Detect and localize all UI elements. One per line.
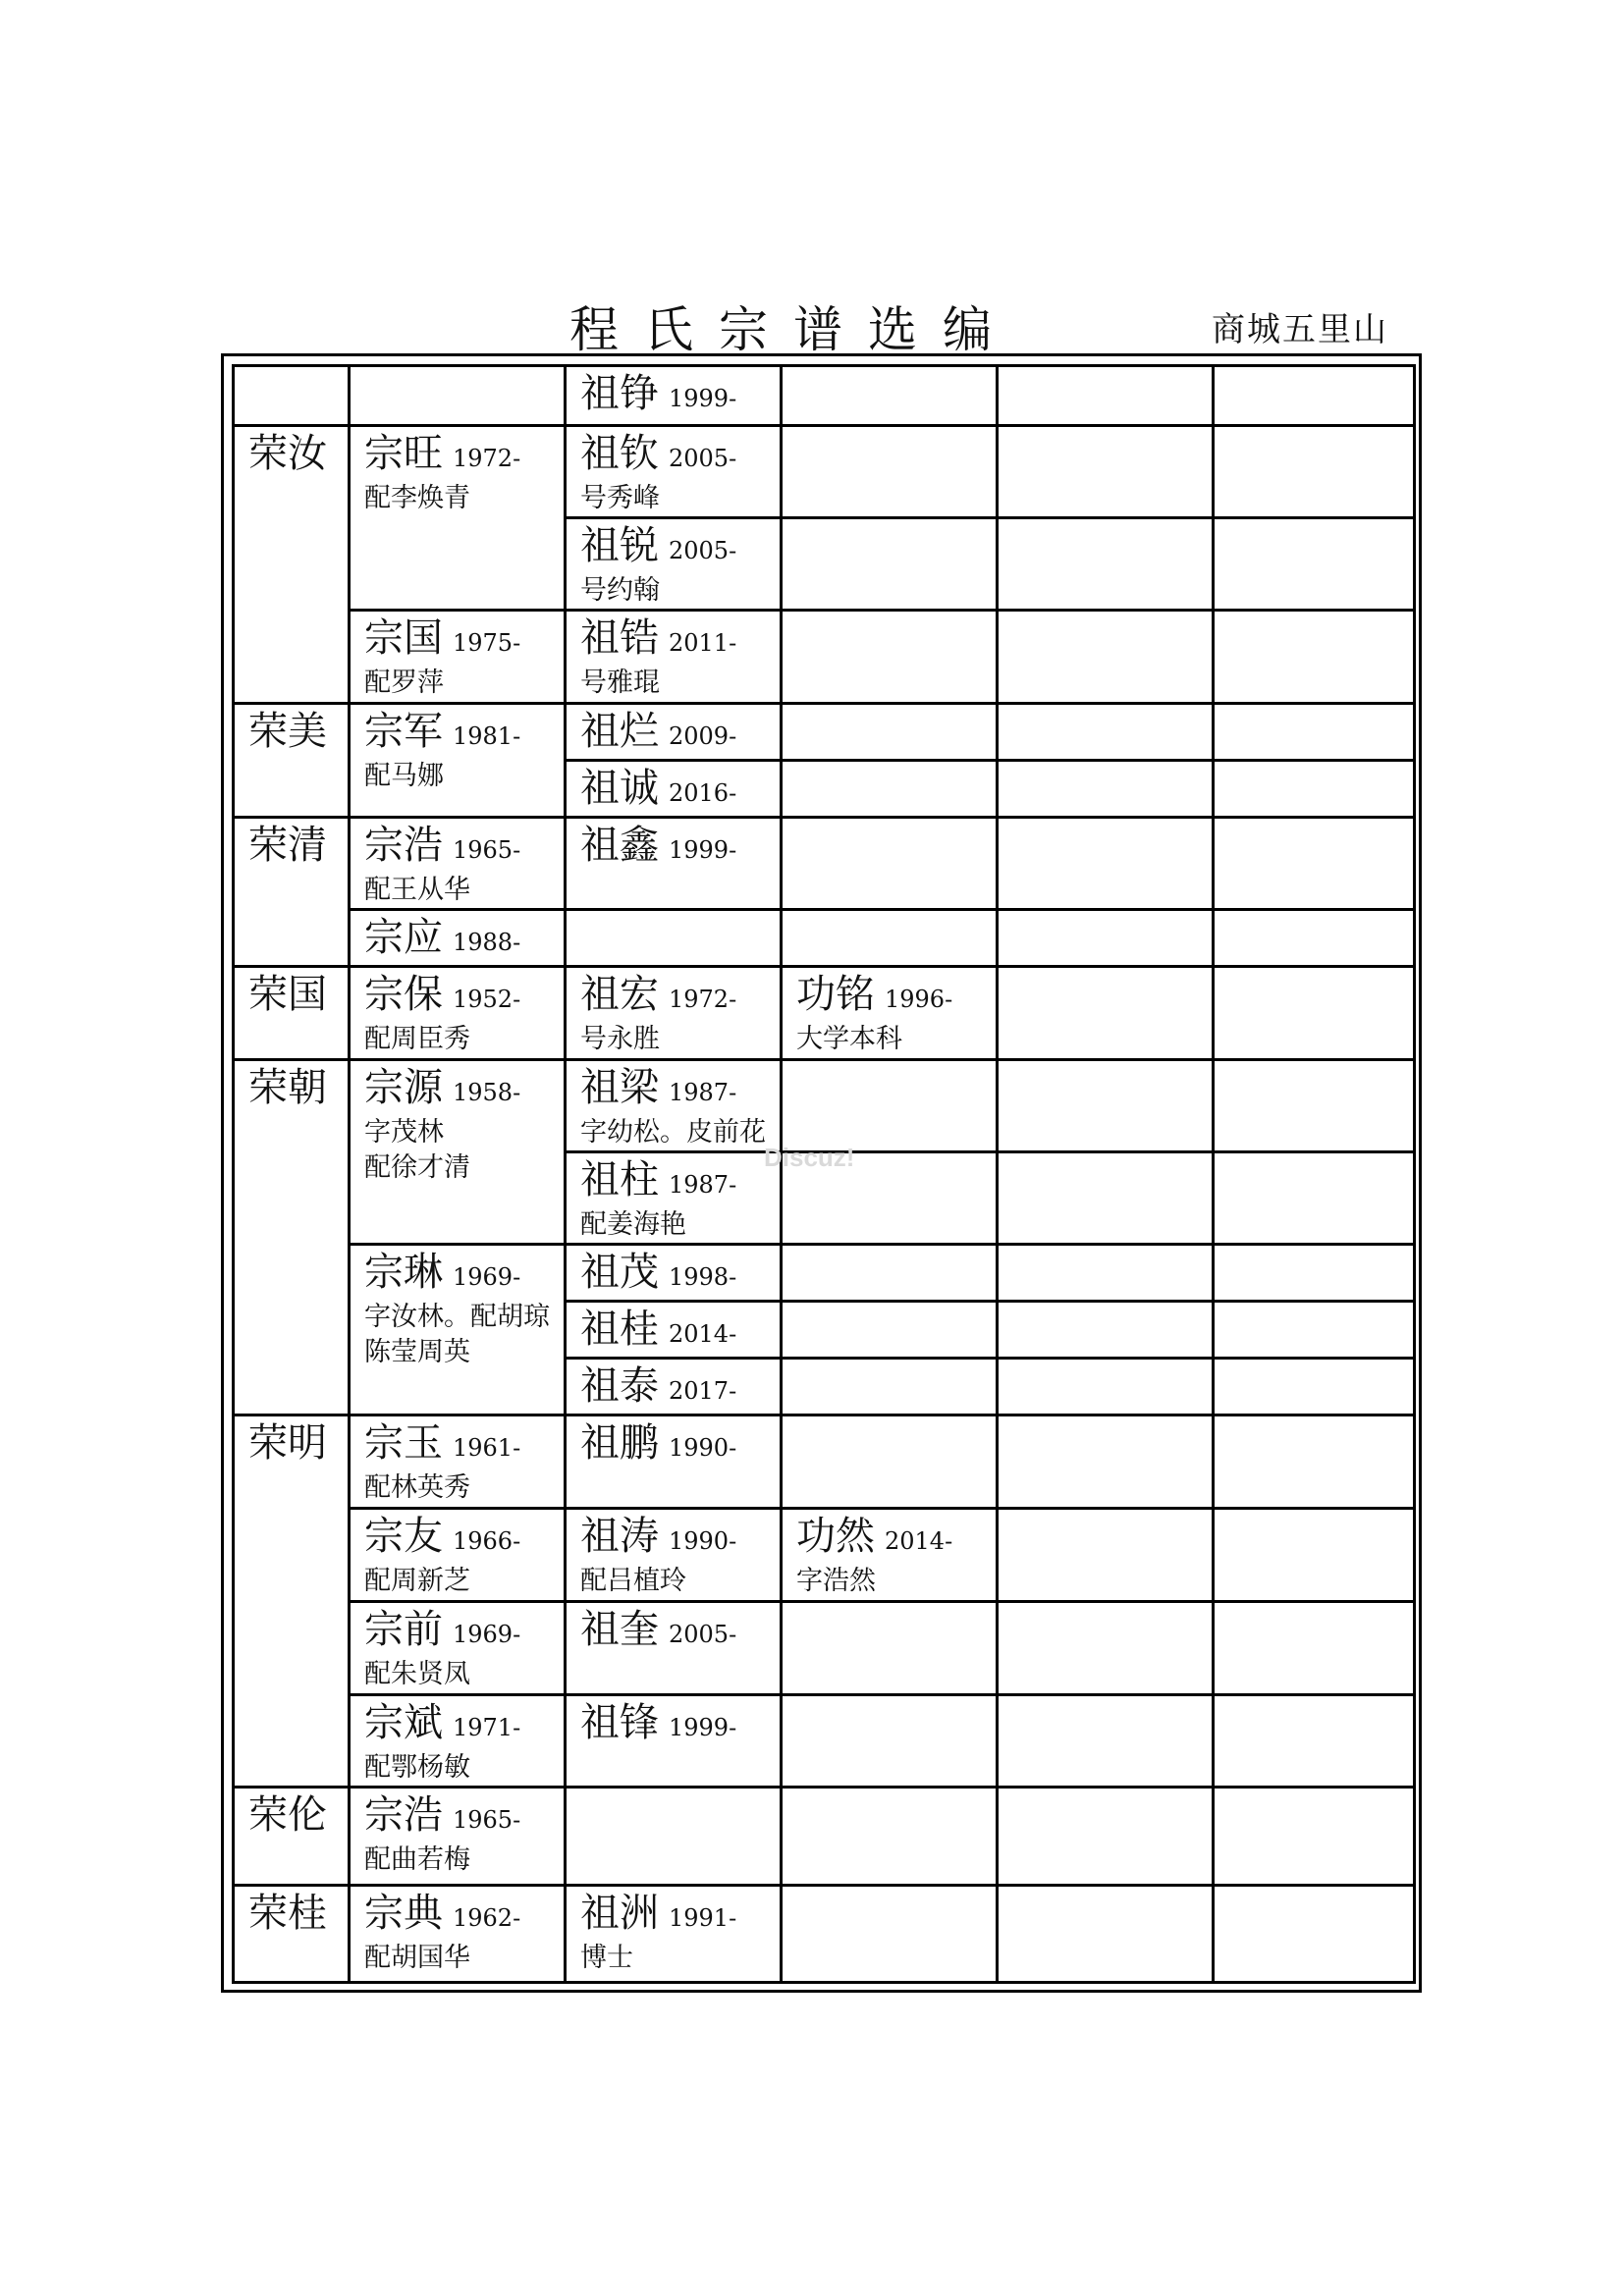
generation-zu-entry bbox=[580, 766, 766, 816]
generation-zu-name: 祖烂 bbox=[580, 709, 659, 754]
generation-zu-note: 号秀峰 bbox=[580, 483, 660, 513]
generation-zong-entry bbox=[364, 1607, 550, 1657]
generation-zong-cell bbox=[350, 704, 566, 818]
generation-rong-name: 荣明 bbox=[248, 1420, 327, 1466]
generation-rong-name: 荣国 bbox=[248, 972, 327, 1017]
empty-cell bbox=[1214, 1359, 1415, 1415]
generation-zong-note: 配曲若梅 bbox=[364, 1844, 470, 1875]
generation-zong-cell bbox=[350, 1415, 566, 1509]
generation-zu-birth-year: 1990- bbox=[669, 1434, 737, 1462]
empty-cell bbox=[1214, 1415, 1415, 1509]
generation-rong-cell bbox=[234, 1415, 350, 1788]
generation-rong-name: 荣朝 bbox=[248, 1065, 327, 1110]
generation-zong-birth-year: 1975- bbox=[453, 629, 521, 657]
empty-cell bbox=[1214, 761, 1415, 818]
generation-zu-note: 配吕植玲 bbox=[580, 1566, 686, 1596]
empty-cell bbox=[998, 1695, 1214, 1788]
empty-cell bbox=[998, 1060, 1214, 1152]
generation-rong-cell bbox=[234, 818, 350, 967]
generation-zong-cell bbox=[350, 1245, 566, 1415]
empty-cell bbox=[1214, 518, 1415, 611]
generation-gong-cell bbox=[782, 818, 998, 910]
generation-zong-note: 配林英秀 bbox=[364, 1472, 470, 1503]
generation-gong-cell bbox=[782, 1788, 998, 1886]
empty-cell bbox=[998, 1359, 1214, 1415]
generation-zu-entry bbox=[580, 523, 766, 573]
generation-zong-entry bbox=[364, 1250, 550, 1300]
generation-zu-entry bbox=[580, 1157, 766, 1207]
generation-zu-birth-year: 1998- bbox=[669, 1263, 737, 1291]
generation-zu-name: 祖泰 bbox=[580, 1363, 659, 1409]
generation-gong-cell bbox=[782, 426, 998, 518]
document-place: 商城五里山 bbox=[1212, 310, 1388, 349]
table-row bbox=[234, 1415, 1415, 1509]
generation-zu-cell bbox=[566, 426, 782, 518]
generation-rong-cell bbox=[234, 366, 350, 426]
generation-zu-birth-year: 2014- bbox=[669, 1320, 737, 1348]
generation-zu-cell bbox=[566, 1695, 782, 1788]
generation-zong-note: 配胡国华 bbox=[364, 1943, 470, 1973]
generation-zu-name: 祖茂 bbox=[580, 1250, 659, 1295]
generation-gong-name: 功然 bbox=[796, 1514, 875, 1559]
generation-zu-name: 祖鑫 bbox=[580, 823, 659, 868]
empty-cell bbox=[998, 611, 1214, 704]
generation-gong-cell bbox=[782, 967, 998, 1060]
generation-zu-cell bbox=[566, 1886, 782, 1983]
generation-rong-name: 荣伦 bbox=[248, 1792, 327, 1838]
generation-zu-note: 号雅琨 bbox=[580, 667, 660, 698]
generation-zong-name: 宗前 bbox=[364, 1607, 443, 1652]
generation-zong-cell bbox=[350, 366, 566, 426]
generation-zu-entry bbox=[580, 431, 766, 481]
generation-zong-cell bbox=[350, 910, 566, 967]
table-row bbox=[234, 704, 1415, 761]
generation-zu-cell bbox=[566, 1415, 782, 1509]
generation-zu-birth-year: 2005- bbox=[669, 445, 737, 472]
generation-gong-cell bbox=[782, 1509, 998, 1602]
table-row bbox=[234, 611, 1415, 704]
generation-rong-name: 荣美 bbox=[248, 709, 327, 754]
generation-zu-entry bbox=[580, 371, 766, 421]
table-row bbox=[234, 1060, 1415, 1152]
table-row bbox=[234, 426, 1415, 518]
generation-zong-name: 宗浩 bbox=[364, 1792, 443, 1838]
empty-cell bbox=[998, 818, 1214, 910]
generation-zu-cell bbox=[566, 518, 782, 611]
generation-zong-cell bbox=[350, 818, 566, 910]
generation-zong-entry bbox=[364, 1420, 550, 1470]
generation-zu-cell bbox=[566, 366, 782, 426]
generation-zu-entry bbox=[580, 1700, 766, 1750]
generation-zu-name: 祖奎 bbox=[580, 1607, 659, 1652]
generation-zong-cell bbox=[350, 1602, 566, 1695]
generation-zong-name: 宗应 bbox=[364, 915, 443, 960]
empty-cell bbox=[1214, 910, 1415, 967]
genealogy-table bbox=[232, 364, 1416, 1984]
generation-zong-entry bbox=[364, 1514, 550, 1564]
generation-zong-cell bbox=[350, 1695, 566, 1788]
generation-zong-cell bbox=[350, 1886, 566, 1983]
generation-zu-name: 祖洲 bbox=[580, 1891, 659, 1936]
generation-zong-birth-year: 1981- bbox=[453, 722, 521, 750]
generation-gong-entry bbox=[796, 972, 982, 1022]
generation-zu-cell bbox=[566, 611, 782, 704]
generation-rong-cell bbox=[234, 426, 350, 704]
empty-cell bbox=[1214, 1509, 1415, 1602]
generation-zu-cell bbox=[566, 967, 782, 1060]
generation-gong-cell bbox=[782, 1060, 998, 1152]
empty-cell bbox=[998, 426, 1214, 518]
empty-cell bbox=[1214, 1602, 1415, 1695]
generation-zong-birth-year: 1988- bbox=[453, 929, 521, 956]
generation-zong-cell bbox=[350, 967, 566, 1060]
generation-zong-entry bbox=[364, 915, 550, 965]
empty-cell bbox=[998, 1245, 1214, 1302]
generation-zu-entry bbox=[580, 1514, 766, 1564]
generation-zong-name: 宗斌 bbox=[364, 1700, 443, 1745]
generation-zong-cell bbox=[350, 1060, 566, 1245]
generation-zong-name: 宗友 bbox=[364, 1514, 443, 1559]
generation-zong-birth-year: 1972- bbox=[453, 445, 521, 472]
generation-rong-cell bbox=[234, 1788, 350, 1886]
generation-zu-name: 祖铮 bbox=[580, 371, 659, 416]
generation-gong-cell bbox=[782, 1602, 998, 1695]
generation-zong-name: 宗军 bbox=[364, 709, 443, 754]
generation-zu-cell bbox=[566, 1245, 782, 1302]
generation-gong-birth-year: 1996- bbox=[885, 986, 953, 1013]
generation-zong-entry bbox=[364, 823, 550, 873]
generation-zu-name: 祖锐 bbox=[580, 523, 659, 568]
generation-zu-name: 祖诚 bbox=[580, 766, 659, 811]
generation-zong-name: 宗旺 bbox=[364, 431, 443, 476]
empty-cell bbox=[1214, 1695, 1415, 1788]
table-row bbox=[234, 967, 1415, 1060]
table-row bbox=[234, 1602, 1415, 1695]
generation-zong-birth-year: 1971- bbox=[453, 1714, 521, 1741]
generation-zong-birth-year: 1952- bbox=[453, 986, 521, 1013]
generation-zu-note: 号永胜 bbox=[580, 1024, 660, 1054]
generation-zu-birth-year: 1990- bbox=[669, 1527, 737, 1555]
empty-cell bbox=[998, 1415, 1214, 1509]
generation-gong-entry bbox=[796, 1514, 982, 1564]
generation-zu-entry bbox=[580, 1250, 766, 1300]
generation-zong-birth-year: 1965- bbox=[453, 836, 521, 864]
generation-zu-birth-year: 2005- bbox=[669, 1621, 737, 1648]
generation-zu-entry bbox=[580, 823, 766, 873]
generation-rong-cell bbox=[234, 704, 350, 818]
generation-zu-entry bbox=[580, 709, 766, 759]
generation-zu-birth-year: 1991- bbox=[669, 1904, 737, 1932]
generation-gong-cell bbox=[782, 1695, 998, 1788]
watermark-text: Discuz! bbox=[764, 1143, 855, 1172]
empty-cell bbox=[1214, 611, 1415, 704]
generation-zong-name: 宗琳 bbox=[364, 1250, 443, 1295]
table-row bbox=[234, 1695, 1415, 1788]
generation-zong-note: 字茂林 bbox=[364, 1117, 444, 1148]
generation-zong-note: 配徐才清 bbox=[364, 1152, 470, 1183]
generation-zu-birth-year: 1999- bbox=[669, 385, 737, 412]
empty-cell bbox=[1214, 1886, 1415, 1983]
generation-gong-name: 功铭 bbox=[796, 972, 875, 1017]
generation-zong-entry bbox=[364, 1792, 550, 1842]
generation-zu-name: 祖涛 bbox=[580, 1514, 659, 1559]
generation-zu-name: 祖宏 bbox=[580, 972, 659, 1017]
generation-zu-name: 祖桂 bbox=[580, 1307, 659, 1352]
generation-zong-birth-year: 1969- bbox=[453, 1263, 521, 1291]
generation-zong-birth-year: 1966- bbox=[453, 1527, 521, 1555]
empty-cell bbox=[998, 1509, 1214, 1602]
generation-zong-name: 宗玉 bbox=[364, 1420, 443, 1466]
generation-gong-cell bbox=[782, 910, 998, 967]
generation-zu-cell bbox=[566, 910, 782, 967]
empty-cell bbox=[998, 518, 1214, 611]
empty-cell bbox=[998, 967, 1214, 1060]
empty-cell bbox=[1214, 1302, 1415, 1359]
generation-zong-entry bbox=[364, 709, 550, 759]
generation-gong-cell bbox=[782, 518, 998, 611]
generation-zu-cell bbox=[566, 761, 782, 818]
generation-gong-cell bbox=[782, 1359, 998, 1415]
generation-gong-note: 字浩然 bbox=[796, 1566, 876, 1596]
generation-gong-cell bbox=[782, 761, 998, 818]
generation-gong-cell bbox=[782, 1415, 998, 1509]
generation-zu-cell bbox=[566, 1359, 782, 1415]
generation-zong-name: 宗典 bbox=[364, 1891, 443, 1936]
table-row bbox=[234, 1886, 1415, 1983]
generation-zong-entry bbox=[364, 431, 550, 481]
empty-cell bbox=[998, 366, 1214, 426]
generation-zong-birth-year: 1965- bbox=[453, 1806, 521, 1834]
generation-zu-entry bbox=[580, 1065, 766, 1115]
generation-zong-entry bbox=[364, 1065, 550, 1115]
generation-zong-cell bbox=[350, 611, 566, 704]
generation-zu-birth-year: 1972- bbox=[669, 986, 737, 1013]
generation-gong-cell bbox=[782, 704, 998, 761]
empty-cell bbox=[1214, 426, 1415, 518]
generation-gong-cell bbox=[782, 1302, 998, 1359]
generation-zong-birth-year: 1969- bbox=[453, 1621, 521, 1648]
empty-cell bbox=[1214, 704, 1415, 761]
generation-zong-note: 配周臣秀 bbox=[364, 1024, 470, 1054]
document-title: 程氏宗谱选编 bbox=[569, 301, 1017, 358]
generation-rong-name: 荣桂 bbox=[248, 1891, 327, 1936]
generation-zong-entry bbox=[364, 972, 550, 1022]
generation-gong-cell bbox=[782, 611, 998, 704]
generation-zu-cell bbox=[566, 1302, 782, 1359]
empty-cell bbox=[998, 1602, 1214, 1695]
generation-zu-cell bbox=[566, 1602, 782, 1695]
generation-zong-note: 配朱贤凤 bbox=[364, 1659, 470, 1689]
empty-cell bbox=[1214, 1245, 1415, 1302]
generation-zu-name: 祖锋 bbox=[580, 1700, 659, 1745]
generation-zu-note: 博士 bbox=[580, 1943, 633, 1973]
generation-zu-note: 字幼松。皮前花 bbox=[580, 1117, 766, 1148]
table-row bbox=[234, 1245, 1415, 1302]
generation-zong-entry bbox=[364, 1891, 550, 1941]
generation-zong-note: 陈莹周英 bbox=[364, 1337, 470, 1367]
empty-cell bbox=[1214, 818, 1415, 910]
generation-zong-note: 配王从华 bbox=[364, 875, 470, 905]
generation-zu-birth-year: 1987- bbox=[669, 1171, 737, 1199]
generation-gong-cell bbox=[782, 1886, 998, 1983]
generation-zu-name: 祖锆 bbox=[580, 615, 659, 661]
generation-zu-entry bbox=[580, 1891, 766, 1941]
table-row bbox=[234, 1788, 1415, 1886]
empty-cell bbox=[998, 704, 1214, 761]
generation-zong-cell bbox=[350, 426, 566, 611]
generation-zong-note: 配马娜 bbox=[364, 761, 444, 791]
generation-zu-birth-year: 2009- bbox=[669, 722, 737, 750]
generation-zu-birth-year: 1999- bbox=[669, 836, 737, 864]
generation-zu-name: 祖梁 bbox=[580, 1065, 659, 1110]
empty-cell bbox=[998, 910, 1214, 967]
generation-gong-cell bbox=[782, 1245, 998, 1302]
generation-zong-note: 字汝林。配胡琼 bbox=[364, 1302, 550, 1332]
generation-rong-cell bbox=[234, 1060, 350, 1415]
generation-zu-birth-year: 2017- bbox=[669, 1377, 737, 1405]
generation-zu-entry bbox=[580, 615, 766, 666]
empty-cell bbox=[1214, 366, 1415, 426]
generation-rong-cell bbox=[234, 967, 350, 1060]
generation-zong-birth-year: 1961- bbox=[453, 1434, 521, 1462]
empty-cell bbox=[998, 761, 1214, 818]
generation-zong-cell bbox=[350, 1509, 566, 1602]
generation-zong-note: 配罗萍 bbox=[364, 667, 444, 698]
generation-zu-entry bbox=[580, 972, 766, 1022]
generation-zu-cell bbox=[566, 1152, 782, 1245]
generation-zong-note: 配鄂杨敏 bbox=[364, 1752, 470, 1783]
generation-zu-entry bbox=[580, 1420, 766, 1470]
generation-zu-cell bbox=[566, 704, 782, 761]
generation-gong-birth-year: 2014- bbox=[885, 1527, 953, 1555]
generation-zu-cell bbox=[566, 818, 782, 910]
generation-zong-name: 宗浩 bbox=[364, 823, 443, 868]
generation-zu-note: 配姜海艳 bbox=[580, 1209, 686, 1240]
generation-zu-cell bbox=[566, 1060, 782, 1152]
table-row bbox=[234, 910, 1415, 967]
empty-cell bbox=[1214, 1152, 1415, 1245]
generation-zu-entry bbox=[580, 1363, 766, 1414]
generation-rong-cell bbox=[234, 1886, 350, 1983]
generation-gong-note: 大学本科 bbox=[796, 1024, 902, 1054]
generation-zong-birth-year: 1962- bbox=[453, 1904, 521, 1932]
empty-cell bbox=[998, 1302, 1214, 1359]
generation-zu-note: 号约翰 bbox=[580, 575, 660, 606]
generation-zong-birth-year: 1958- bbox=[453, 1079, 521, 1106]
table-row bbox=[234, 818, 1415, 910]
empty-cell bbox=[1214, 1060, 1415, 1152]
table-row bbox=[234, 1509, 1415, 1602]
empty-cell bbox=[998, 1788, 1214, 1886]
generation-zu-entry bbox=[580, 1607, 766, 1657]
generation-zu-name: 祖柱 bbox=[580, 1157, 659, 1202]
empty-cell bbox=[1214, 967, 1415, 1060]
generation-zong-entry bbox=[364, 615, 550, 666]
generation-zu-name: 祖钦 bbox=[580, 431, 659, 476]
empty-cell bbox=[998, 1886, 1214, 1983]
generation-zu-birth-year: 2011- bbox=[669, 629, 737, 657]
generation-zu-cell bbox=[566, 1788, 782, 1886]
generation-zong-name: 宗源 bbox=[364, 1065, 443, 1110]
generation-zong-cell bbox=[350, 1788, 566, 1886]
empty-cell bbox=[998, 1152, 1214, 1245]
generation-rong-name: 荣清 bbox=[248, 823, 327, 868]
generation-rong-name: 荣汝 bbox=[248, 431, 327, 476]
generation-gong-cell bbox=[782, 366, 998, 426]
generation-zu-birth-year: 1987- bbox=[669, 1079, 737, 1106]
generation-zu-cell bbox=[566, 1509, 782, 1602]
generation-zu-birth-year: 1999- bbox=[669, 1714, 737, 1741]
generation-zong-note: 配周新芝 bbox=[364, 1566, 470, 1596]
generation-zu-entry bbox=[580, 1307, 766, 1357]
generation-zong-entry bbox=[364, 1700, 550, 1750]
generation-zu-name: 祖鹏 bbox=[580, 1420, 659, 1466]
generation-zong-note: 配李焕青 bbox=[364, 483, 470, 513]
generation-zu-birth-year: 2016- bbox=[669, 779, 737, 807]
generation-zu-birth-year: 2005- bbox=[669, 537, 737, 564]
generation-zong-name: 宗国 bbox=[364, 615, 443, 661]
table-row bbox=[234, 366, 1415, 426]
empty-cell bbox=[1214, 1788, 1415, 1886]
generation-zong-name: 宗保 bbox=[364, 972, 443, 1017]
